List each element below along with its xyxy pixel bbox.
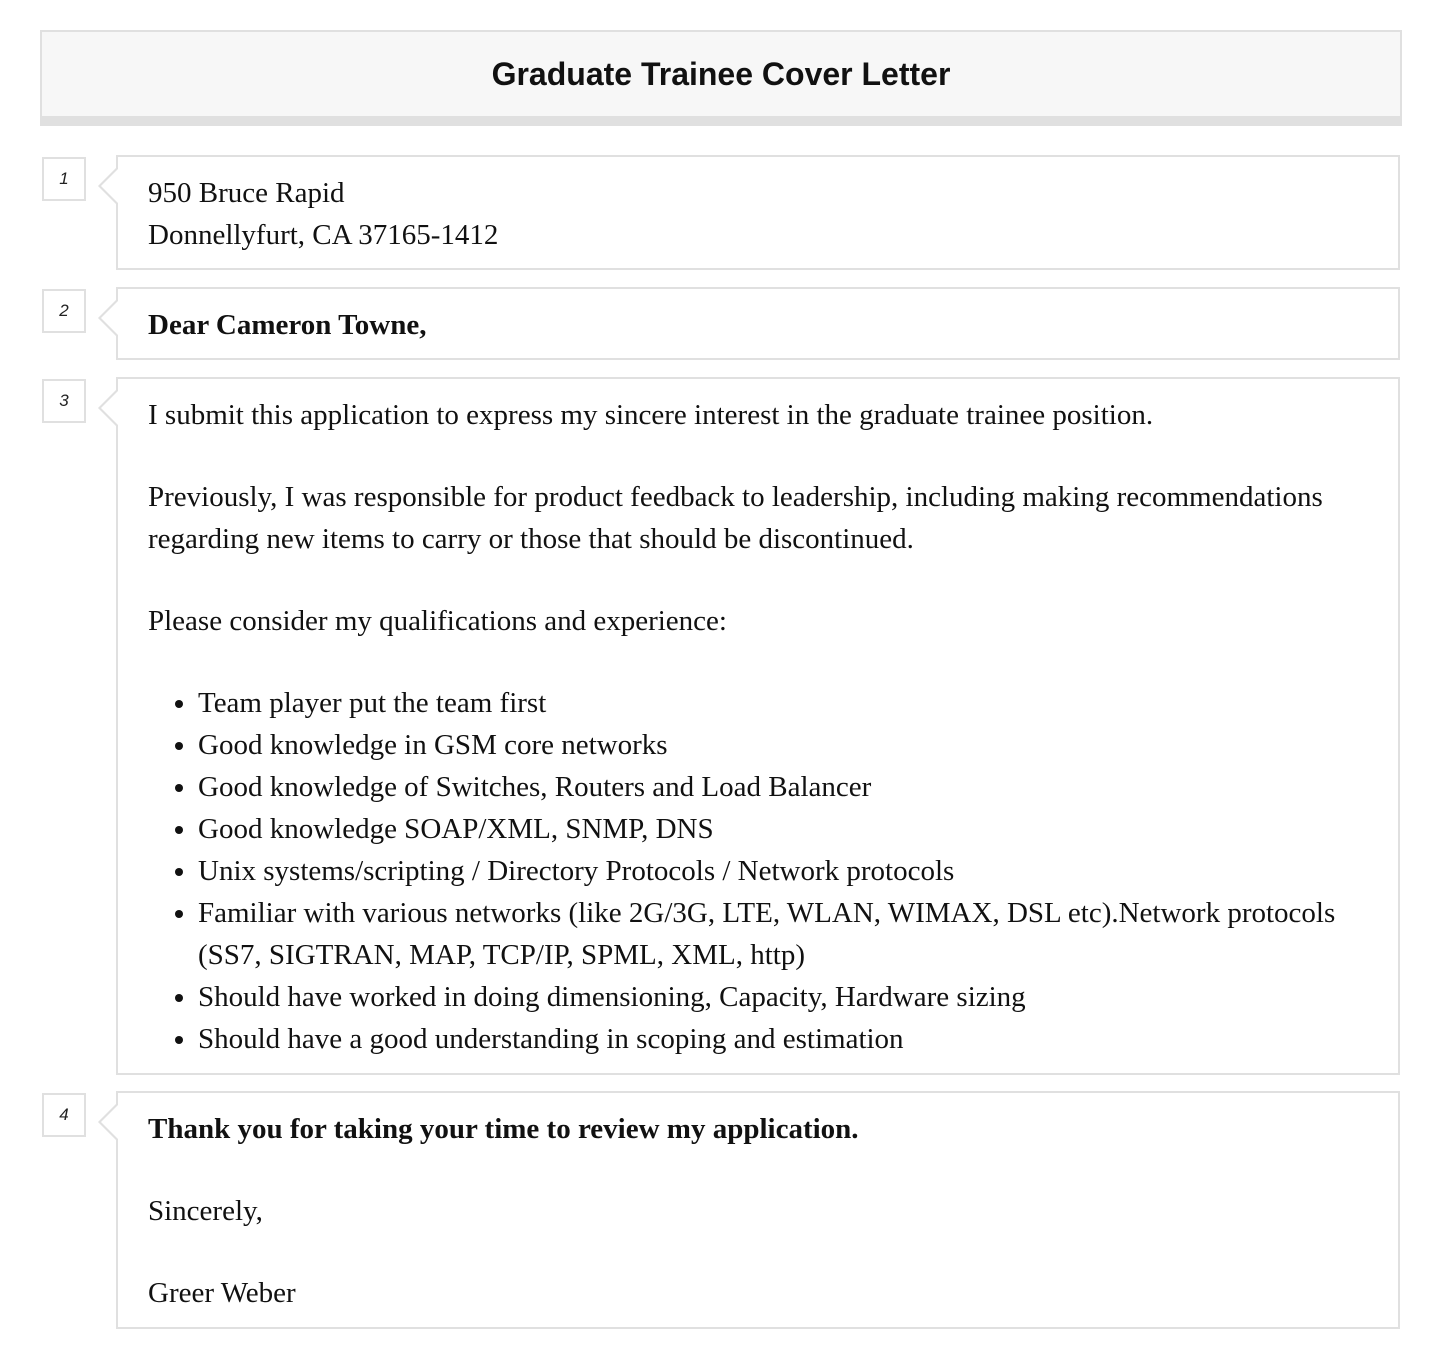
intro-paragraph: I submit this application to express my sincere interest in the graduate trainee position. <box>148 399 1154 431</box>
address-line-2: Donnellyfurt, CA 37165-1412 <box>148 219 499 251</box>
list-item: • Familiar with various networks (like 2G/3G, LTE, WLAN, WIMAX, DSL etc).Network protocols (SS7, SIGTRAN, MAP, TCP/IP, SPML, XML, http) <box>198 892 1368 976</box>
closing-card <box>116 1091 1400 1329</box>
experience-paragraph: Previously, I was responsible for product feedback to leadership, including making recommendations regarding new items to carry or those that should be discontinued. <box>148 481 1323 555</box>
list-item: • Good knowledge SOAP/XML, SNMP, DNS <box>198 808 1368 850</box>
body-card <box>116 377 1400 1075</box>
list-item: • Good knowledge in GSM core networks <box>198 724 1368 766</box>
page-title: Graduate Trainee Cover Letter <box>491 56 951 92</box>
list-item: • Good knowledge of Switches, Routers and Load Balancer <box>198 766 1368 808</box>
address-line-1: 950 Bruce Rapid <box>148 177 345 209</box>
thanks-line: Thank you for taking your time to review my application. <box>148 1113 859 1145</box>
closing-line: Sincerely, <box>148 1195 263 1227</box>
salutation-card <box>116 287 1400 360</box>
list-item: • Should have worked in doing dimensioning, Capacity, Hardware sizing <box>198 976 1368 1018</box>
section-number: 1 <box>42 157 86 201</box>
section-number: 3 <box>42 379 86 423</box>
salutation: Dear Cameron Towne, <box>148 309 427 341</box>
signature-name: Greer Weber <box>148 1277 296 1309</box>
list-item: • Should have a good understanding in scoping and estimation <box>198 1018 1368 1060</box>
qualifications-list <box>148 682 1368 1060</box>
section-number: 4 <box>42 1093 86 1137</box>
page-header <box>40 30 1402 126</box>
address-card <box>116 155 1400 270</box>
list-item: • Team player put the team first <box>198 682 1368 724</box>
qualifications-lead: Please consider my qualifications and experience: <box>148 605 727 637</box>
section-number: 2 <box>42 289 86 333</box>
list-item: • Unix systems/scripting / Directory Protocols / Network protocols <box>198 850 1368 892</box>
